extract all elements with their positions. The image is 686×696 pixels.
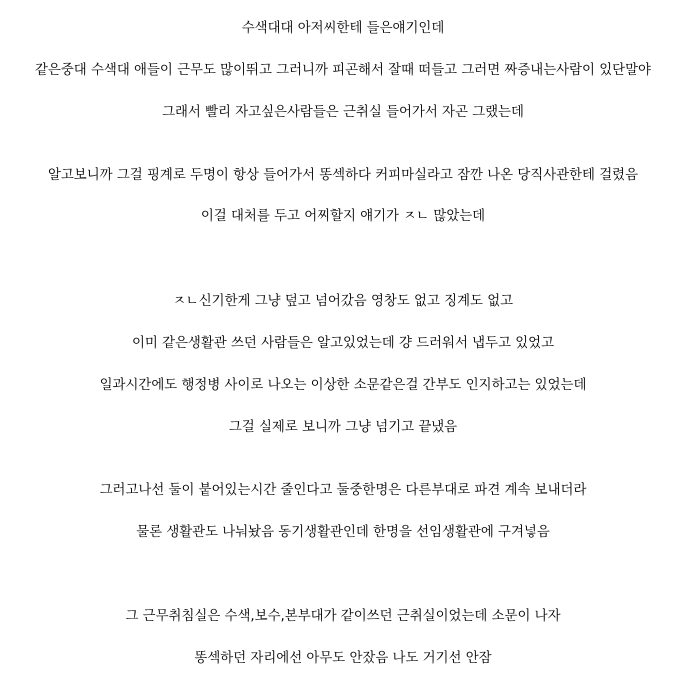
text-line-8: 일과시간에도 행정병 사이로 나오는 이상한 소문같은걸 간부도 인지하고는 있었는데 (99, 378, 587, 393)
text-line-12: 그 근무취침실은 수색,보수,본부대가 같이쓰던 근취실이었는데 소문이 나자 (125, 609, 561, 624)
text-line-2: 같은중대 수색대 애들이 근무도 많이뛰고 그러니까 피곤해서 잘때 떠들고 그러면 짜증내는사람이 있단말야 (35, 63, 651, 78)
text-line-10: 그러고나선 둘이 붙어있는시간 줄인다고 둘중한명은 다른부대로 파견 계속 보내더라 (99, 483, 587, 498)
text-line-9: 그걸 실제로 보니까 그냥 넘기고 끝냈음 (228, 420, 458, 435)
text-line-11: 물론 생활관도 나눠놨음 동기생활관인데 한명을 선임생활관에 구겨넣음 (136, 525, 550, 540)
text-line-6: ㅈㄴ신기한게 그냥 덮고 넘어갔음 영창도 없고 징계도 없고 (172, 294, 514, 309)
text-line-1: 수색대대 아저씨한테 들은얘기인데 (241, 21, 445, 36)
text-line-7: 이미 같은생활관 쓰던 사람들은 알고있었는데 걍 드러워서 냅두고 있었고 (131, 336, 555, 351)
text-line-3: 그래서 빨리 자고싶은사람들은 근취실 들어가서 자곤 그랬는데 (162, 105, 524, 120)
text-line-5: 이걸 대처를 두고 어찌할지 얘기가 ㅈㄴ 많았는데 (200, 209, 486, 224)
text-line-4: 알고보니까 그걸 핑계로 두명이 항상 들어가서 똥섹하다 커피마실라고 잠깐 나온 당직사관한테 걸렸음 (47, 168, 639, 183)
text-line-13: 똥섹하던 자리에선 아무도 안잤음 나도 거기선 안잠 (194, 651, 492, 666)
